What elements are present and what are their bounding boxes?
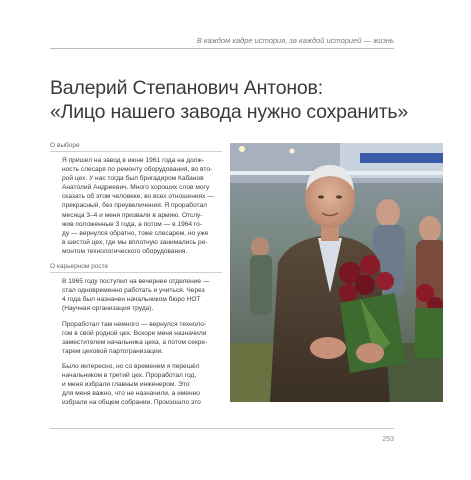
section-label-choice: О выборе: [50, 142, 80, 149]
paragraph: Я пришел на завод в июне 1961 года на долж- ность слесаря по ремонту оборудования, во вто- рой цех. У нас тогда был бригадиром Кабанов Анатолий Андреевич. Много хороших слов могу сказать об этом человеке, во всех отношениях — прекрасный, без преувеличения. Я проработал месяца 3–4 и меня призвали в армию. Отслу- жив положенные 3 года, а потом — в 1964 го- ду — вернулся обратно, тоже слесарем, но уже в шестой цех, где мы вплотную занимались ре- монтом технологического оборудования.: [62, 157, 214, 255]
paragraph: Проработал там немного — вернулся техноло- гом в свой родной цех. Вскоре меня назначили заместителем начальника цеха, а потом секре- тарем цеховой партогранизации.: [62, 321, 208, 356]
section-divider: [50, 151, 222, 152]
portrait-photo: [230, 143, 443, 402]
paragraph: В 1965 году поступил на вечернее отделение — стал одновременно работать и учиться. Через 4 года был назначен начальником бюро НОТ (Научная организация труда).: [62, 278, 210, 313]
header-divider: [50, 48, 394, 49]
paragraph: Было интересно, но со временем я перешёл начальником в третий цех. Проработал год, и меня избрали главным инженером. Это для меня важно, что не назначили, а именно избрали на общем собрании. Произошло это: [62, 363, 201, 407]
page-number: 253: [382, 436, 394, 443]
article-title-line-2: «Лицо нашего завода нужно сохранить»: [50, 101, 409, 123]
section-label-career: О карьерном росте: [50, 263, 109, 270]
section-divider: [50, 272, 222, 273]
portrait-photo-illustration: [230, 143, 443, 402]
footer-divider: [50, 428, 394, 429]
article-title-line-1: Валерий Степанович Антонов:: [50, 77, 323, 99]
article-title: [50, 76, 410, 124]
running-header: В каждом кадре история, за каждой историей — жизнь: [196, 36, 394, 45]
